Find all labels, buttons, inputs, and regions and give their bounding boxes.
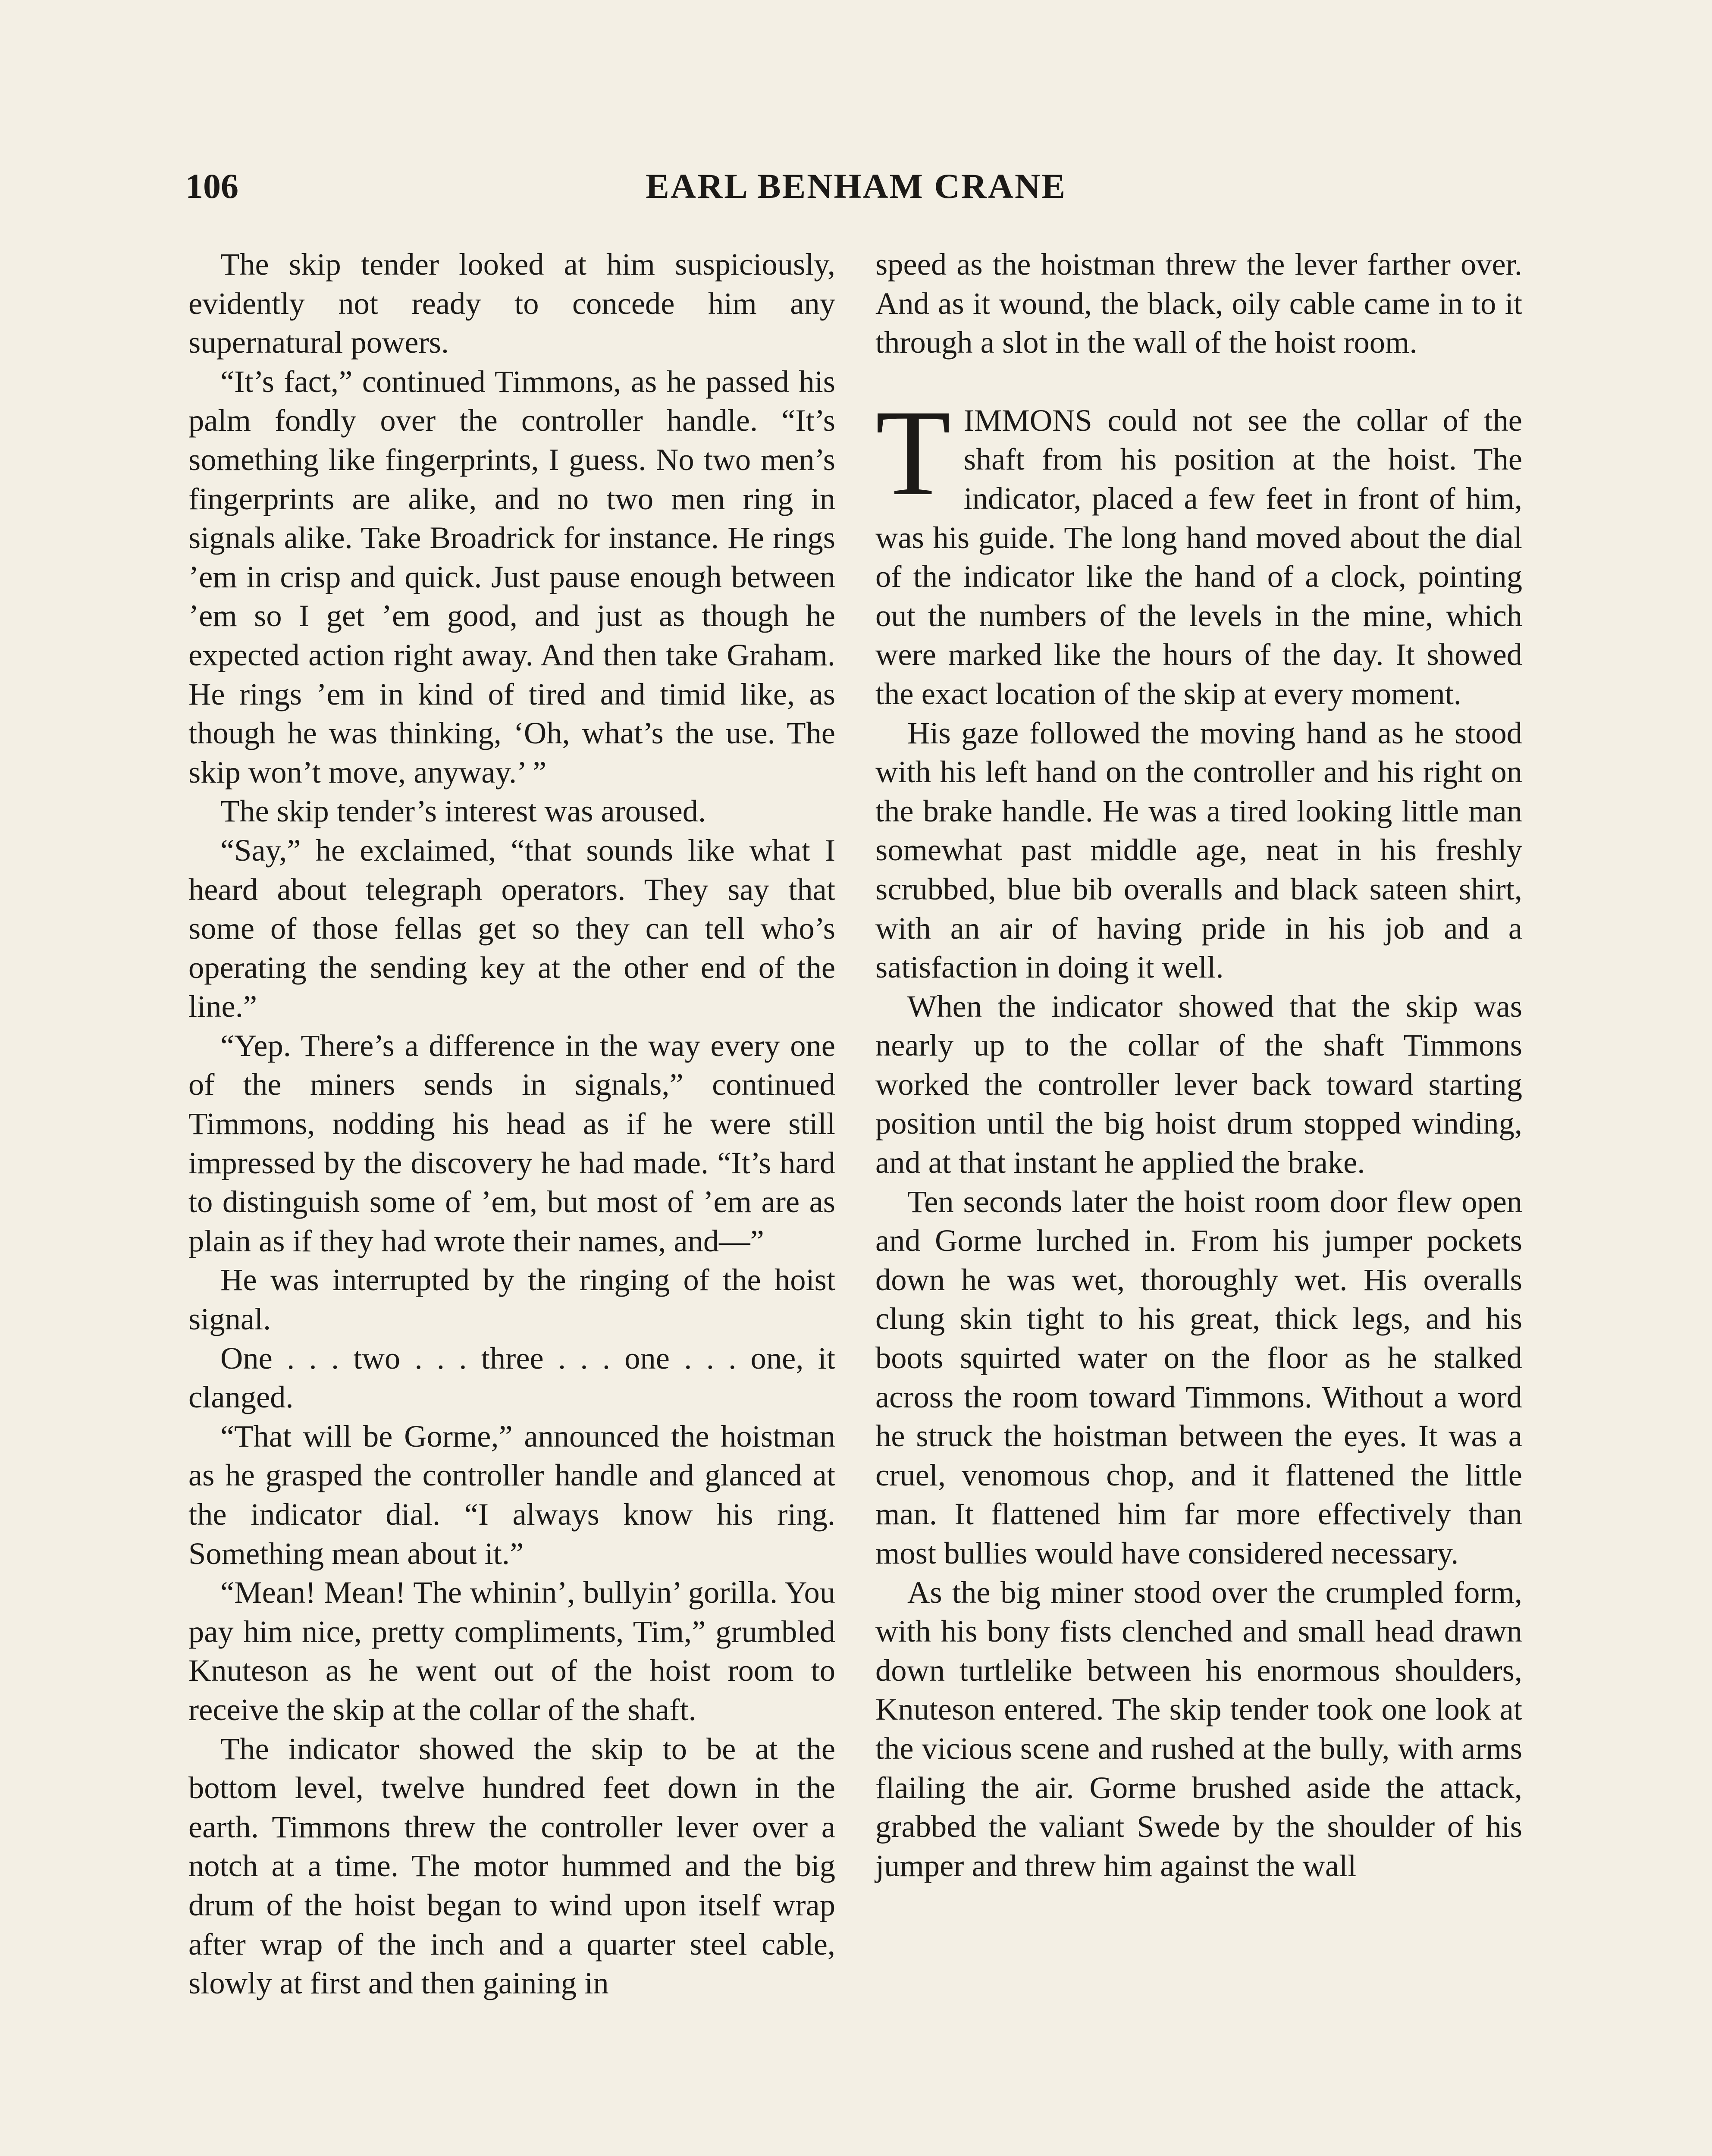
paragraph: “Say,” he exclaimed, “that sounds like what I heard about telegraph operators. They say that some of those fellas get so they can tell who’s operating the sending key at the other end of the line.”	[188, 832, 835, 1024]
right-column	[875, 245, 1522, 1885]
paragraph: He was interrupted by the ringing of the hoist signal.	[188, 1262, 835, 1337]
paragraph: When the indicator showed that the skip was nearly up to the collar of the shaft Timmons worked the controller lever back toward starting position until the big hoist drum stopped winding, and at that instant he applied the brake.	[875, 988, 1522, 1180]
paragraph: The skip tender’s interest was aroused.	[220, 793, 706, 829]
paragraph: As the big miner stood over the crumpled form, with his bony fists clenched and small head drawn down turtlelike between his enormous shoulders, Knuteson entered. The skip tender took one look at the vicious scene and rushed at the bully, with arms flailing the air. Gorme brushed aside the attack, grabbed the valiant Swede by the shoulder of his jumper and threw him against the wall	[875, 1574, 1522, 1883]
page-number: 106	[185, 166, 238, 206]
paragraph: “It’s fact,” continued Timmons, as he passed his palm fondly over the controller handle. “It’s something like fingerprints, I guess. No two men’s fingerprints are alike, and no two men ring in signals alike. Take Broadrick for instance. He rings ’em in crisp and quick. Just pause enough between ’em so I get ’em good, and just as though he expected action right away. And then take Graham. He rings ’em in kind of tired and timid like, as though he was thinking, ‘Oh, what’s the use. The skip won’t move, anyway.’ ”	[188, 364, 835, 790]
paragraph: The indicator showed the skip to be at the bottom level, twelve hundred feet down in the earth. Timmons threw the controller lever over a notch at a time. The motor hummed and the big drum of the hoist began to wind upon itself wrap after wrap of the inch and a quarter steel cable, slowly at first and then gaining in	[188, 1731, 835, 2001]
section-lead-word: IMMONS	[963, 402, 1092, 438]
drop-cap: T	[875, 384, 951, 521]
left-column	[188, 245, 835, 2003]
paragraph: “Yep. There’s a difference in the way every one of the miners sends in signals,” continued Timmons, nodding his head as if he were still impressed by the discovery he had made. “It’s hard to distinguish some of ’em, but most of ’em are as plain as if they had wrote their names, and—”	[188, 1028, 835, 1258]
section-opening-paragraph	[875, 384, 1522, 714]
paragraph: His gaze followed the moving hand as he stood with his left hand on the controller and his right on the brake handle. He was a tired looking little man somewhat past middle age, neat in his freshly scrubbed, blue bib overalls and black sateen shirt, with an air of having pride in his job and a satisfaction in doing it well.	[875, 715, 1522, 985]
section-text: could not see the collar of the shaft from his position at the hoist. The indicator, placed a few feet in front of him, was his guide. The long hand moved about the dial of the indicator like the hand of a clock, pointing out the numbers of the levels in the mine, which were marked like the hours of the day. It showed the exact location of the skip at every moment.	[875, 402, 1522, 711]
paragraph: “That will be Gorme,” announced the hoistman as he grasped the controller handle and glanced at the indicator dial. “I always know his ring. Something mean about it.”	[188, 1418, 835, 1571]
paragraph: One . . . two . . . three . . . one . . . one, it clanged.	[188, 1340, 835, 1415]
running-head	[185, 160, 1527, 212]
running-title: EARL BENHAM CRANE	[646, 166, 1066, 206]
paragraph: Ten seconds later the hoist room door flew open and Gorme lurched in. From his jumper pockets down he was wet, thoroughly wet. His overalls clung skin tight to his great, thick legs, and his boots squirted water on the floor as he stalked across the room toward Timmons. Without a word he struck the hoistman between the eyes. It was a cruel, venomous chop, and it flattened the little man. It flattened him far more effectively than most bullies would have considered necessary.	[875, 1184, 1522, 1570]
paragraph: The skip tender looked at him suspiciously, evidently not ready to concede him any supernatural powers.	[188, 247, 835, 360]
paragraph-continued: speed as the hoistman threw the lever farther over. And as it wound, the black, oily cable came in to it through a slot in the wall of the hoist room.	[875, 247, 1522, 360]
paragraph: “Mean! Mean! The whinin’, bullyin’ gorilla. You pay him nice, pretty compliments, Tim,” grumbled Knuteson as he went out of the hoist room to receive the skip at the collar of the shaft.	[188, 1575, 835, 1727]
